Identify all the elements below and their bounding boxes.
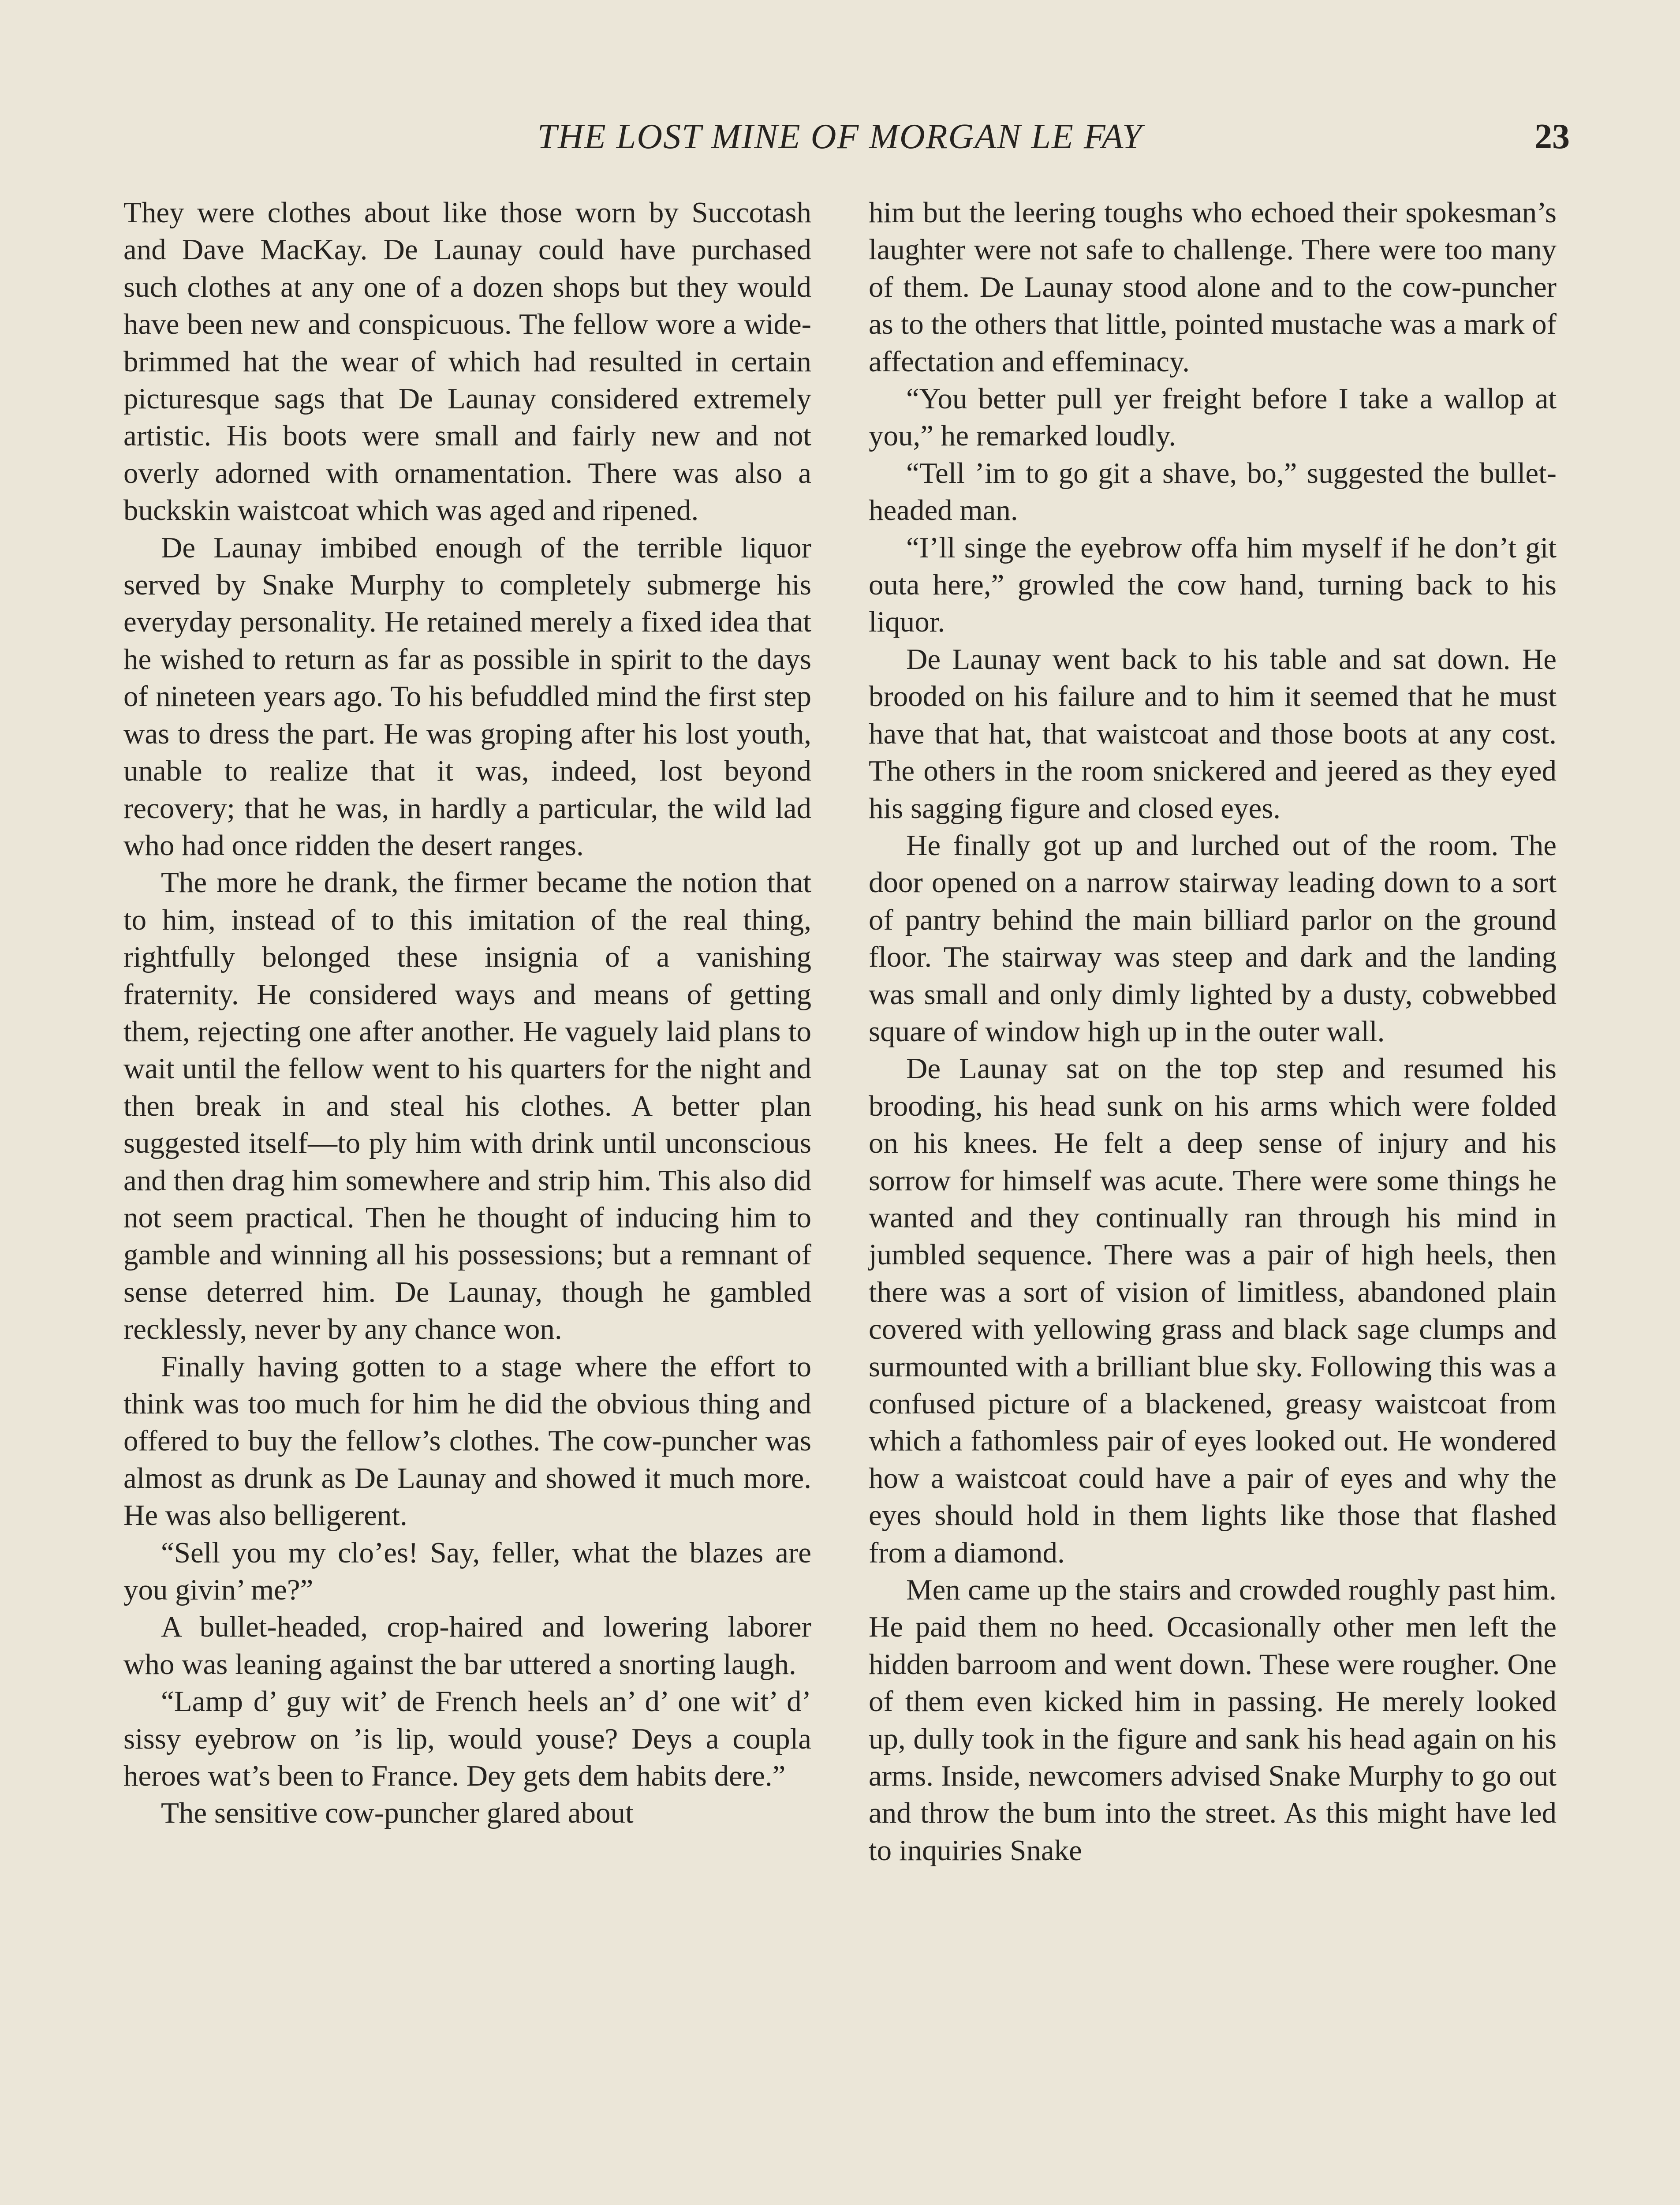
running-title: THE LOST MINE OF MORGAN LE FAY: [537, 117, 1143, 156]
paragraph: He finally got up and lurched out of the room. The door opened on a narrow stairway leading down to a sort of pantry behind the main billiard parlor on the ground floor. The stairway was steep and dark and the landing was small and only dimly lighted by a dusty, cobwebbed square of window high up in the outer wall.: [869, 829, 1557, 1048]
paragraph: “You better pull yer freight before I take a wallop at you,” he remarked loudly.: [869, 382, 1557, 452]
paragraph: “I’ll singe the eyebrow offa him myself if he don’t git outa here,” growled the cow hand, turning back to his liquor.: [869, 531, 1557, 639]
page-number: 23: [1534, 117, 1570, 156]
paragraph: De Launay sat on the top step and resumed his brooding, his head sunk on his arms which were folded on his knees. He felt a deep sense of injury and his sorrow for himself was acute. There were some things he wanted and they continually ran through his mind in jumbled sequence. There was a pair of high heels, then there was a sort of vision of limitless, abandoned plain covered with yellowing grass and black sage clumps and surmounted with a brilliant blue sky. Following this was a confused picture of a blackened, greasy waistcoat from which a fathomless pair of eyes looked out. He wondered how a waistcoat could have a pair of eyes and why the eyes should hold in them lights like those that flashed from a diamond.: [869, 1052, 1557, 1569]
left-column: [123, 194, 811, 2205]
text-columns: [123, 194, 1557, 2205]
paragraph: The sensitive cow-puncher glared about: [161, 1797, 634, 1830]
paragraph: A bullet-headed, crop-haired and lowering laborer who was leaning against the bar uttered a snorting laugh.: [123, 1611, 811, 1681]
paragraph: “Tell ’im to go git a shave, bo,” suggested the bullet-headed man.: [869, 456, 1557, 527]
paragraph: him but the leering toughs who echoed their spokesman’s laughter were not safe to challenge. There were too many of them. De Launay stood alone and to the cow-puncher as to the others that little, pointed mustache was a mark of affectation and effeminacy.: [869, 196, 1557, 378]
paragraph: Finally having gotten to a stage where the effort to think was too much for him he did the obvious thing and offered to buy the fellow’s clothes. The cow-puncher was almost as drunk as De Launay and showed it much more. He was also belligerent.: [123, 1350, 811, 1532]
paragraph: The more he drank, the firmer became the notion that to him, instead of to this imitation of the real thing, rightfully belonged these insignia of a vanishing fraternity. He considered ways and means of getting them, rejecting one after another. He vaguely laid plans to wait until the fellow went to his quarters for the night and then break in and steal his clothes. A better plan suggested itself—to ply him with drink until unconscious and then drag him somewhere and strip him. This also did not seem practical. Then he thought of inducing him to gamble and winning all his possessions; but a remnant of sense deterred him. De Launay, though he gambled recklessly, never by any chance won.: [123, 866, 811, 1346]
paragraph: De Launay imbibed enough of the terrible liquor served by Snake Murphy to completely submerge his everyday personality. He retained merely a fixed idea that he wished to return as far as possible in spirit to the days of nineteen years ago. To his befuddled mind the first step was to dress the part. He was groping after his lost youth, unable to realize that it was, indeed, lost beyond recovery; that he was, in hardly a particular, the wild lad who had once ridden the desert ranges.: [123, 531, 811, 862]
paragraph: De Launay went back to his table and sat down. He brooded on his failure and to him it seemed that he must have that hat, that waistcoat and those boots at any cost. The others in the room snickered and jeered as they eyed his sagging figure and closed eyes.: [869, 643, 1557, 825]
paragraph: Men came up the stairs and crowded roughly past him. He paid them no heed. Occasionally other men left the hidden barroom and went down. These were rougher. One of them even kicked him in passing. He merely looked up, dully took in the figure and sank his head again on his arms. Inside, newcomers advised Snake Murphy to go out and throw the bum into the street. As this might have led to inquiries Snake: [869, 1573, 1557, 1867]
paragraph: They were clothes about like those worn by Succotash and Dave MacKay. De Launay could have purchased such clothes at any one of a dozen shops but they would have been new and conspicuous. The fellow wore a wide-brimmed hat the wear of which had resulted in certain picturesque sags that De Launay considered extremely artistic. His boots were small and fairly new and not overly adorned with ornamentation. There was also a buckskin waistcoat which was aged and ripened.: [123, 196, 811, 527]
page-header: [110, 112, 1570, 161]
paragraph: “Sell you my clo’es! Say, feller, what the blazes are you givin’ me?”: [123, 1536, 811, 1607]
right-column: [869, 194, 1557, 2205]
paragraph: “Lamp d’ guy wit’ de French heels an’ d’ one wit’ d’ sissy eyebrow on ’is lip, would youse? Deys a coupla heroes wat’s been to France. Dey gets dem habits dere.”: [123, 1685, 811, 1793]
